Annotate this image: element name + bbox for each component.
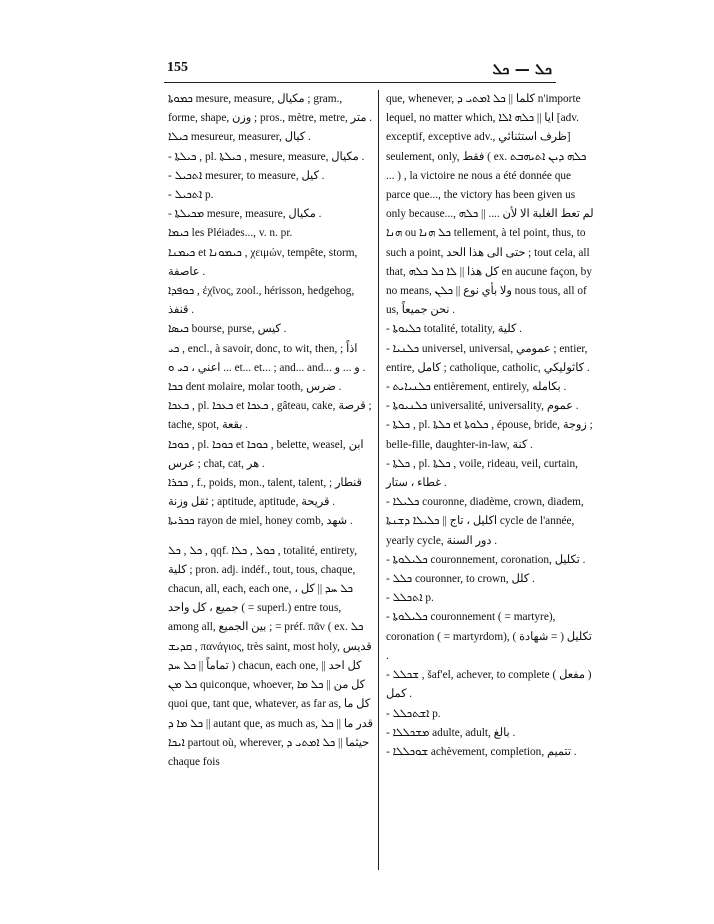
- dictionary-entry: ܟܥܟܐ , pl. ܟܥܟܐ et ܟܥܟܐ , gâteau, cake, قرصة ; tache, spot, بقعة .: [168, 400, 372, 432]
- dictionary-entry: - ܐܬܟܝܠ p.: [168, 189, 214, 202]
- dictionary-entry: - ܟܠܬܐ , pl. ܟܠܬܐ et ܟܠܘܬܐ , épouse, bride, زوجة ; belle-fille, daughter-in-law, كنة .: [386, 419, 593, 451]
- dictionary-entry: - ܟܠܢܝܐܝܬ entièrement, entirely, بكامله .: [386, 381, 567, 394]
- dictionary-entry: - ܟܠܢܝܐ universel, universal, عمومي ; entier, entire, كامل ; catholique, catholic, كاثوليكي .: [386, 342, 590, 374]
- dictionary-entry: ܟܝ , encl., à savoir, donc, to wit, then, اذاً ; اعني ، ܟܝ ܘ ... et... et... ; and... and... و ... و .: [168, 342, 366, 374]
- dictionary-entry: - ܡܟܝܠܬܐ mesure, measure, مكيال .: [168, 208, 322, 221]
- dictionary-entry: - ܟܠܝܠܘܬܐ couronnement ( = martyre), coronation ( = martyrdom), تكليل ( = شهادة ) .: [386, 611, 592, 662]
- dictionary-entry: - ܟܠܢܝܘܬܐ universalité, universality, عموم .: [386, 400, 579, 413]
- dictionary-entry: ܟܠ , ܟܠ , qqf. ܟܘܠ , ܟܠܐ , totalité, entirety, كلية ; pron. adj. indéf., tout, tous, chaque, chacun, all, each, each one, ܟܠ ܚܕ || كل ، جميع ، كل واحد ( = superl.) entre tous, among all, بين الجميع ; = préf. πᾶν ( ex. ܟܠ ܩܕܝܫ , πανάγιος, très saint, most holy, قديس ( تماماً || ܟܠ ܚܕ chacun, each one, كل احد || ܟܠ ܡܢ quiconque, whoever, كل من || ܟܠ ܡܐ quoi que, tant que, whatever, as far as, كل ما || ܟܠ ܡܐ ܕ autant que, as much as, قدر ما || ܟܠ ܐܝܟܐ partout où, wherever, حيثما || ܟܠ ܐܡܬܝ ܕ chaque fois: [168, 544, 373, 768]
- dictionary-entry: ܟܝܠܐ mesureur, measurer, كيال .: [168, 131, 311, 144]
- right-column: [386, 90, 594, 762]
- dictionary-entry: - ܟܠܝܘܬܐ totalité, totality, كلية .: [386, 323, 522, 336]
- running-head: ܟܠ — ܟܠ: [492, 60, 552, 78]
- left-column: [168, 90, 374, 772]
- dictionary-entry: ܟܟܪܝܬܐ rayon de miel, honey comb, شهد .: [168, 515, 353, 528]
- dictionary-entry: - ܟܠܬܐ , pl. ܟܠܬܐ , voile, rideau, veil, curtain, غطاء ، ستار .: [386, 457, 578, 490]
- dictionary-entry: que, whenever, كلما || ܟܠ ܐܡܬܝ ܕ n'importe lequel, no matter which, ايا || ܟܠܗ ܐܠܐ [adv. exceptif, exceptive adv., ظرف استثنائي] seulement, only, فقط ( ex. ܟܠܗ ܕܝܢ ܐܬܝܗܒܬ ... ) , la victoire ne nous a été donnée que parce que..., the victory has been given us only because..., لم تعط الغلبة الا لأن .... || ܟܠܗ ܗܢܐ ou ܟܠ ܗܢܐ tellement, à tel point, thus, to such a point, حتى الى هذا الحد ; tout cela, all that, كل هذا || ܠܐ ܟܠ ܟܠܗ en aucune façon, by no means, ولا بأي نوع || ܟܠܢ nous tous, all of us, نحن جميعاً .: [386, 93, 594, 317]
- dictionary-entry: ܟܝܡܐ les Pléiades..., v. n. pr.: [168, 227, 293, 240]
- section-gap: [168, 532, 374, 542]
- dictionary-entry: ܟܟܪܐ , f., poids, mon., talent, talent, قنطار ; ثقل وزنة ; aptitude, aptitude, قريحة .: [168, 477, 362, 509]
- dictionary-entry: - ܐܬܟܝܠ mesurer, to measure, كيل .: [168, 169, 325, 182]
- dictionary-entry: ܟܝܡܢܐ et ܟܝܡܘܢܐ , χειμών, tempête, storm, عاصفة .: [168, 246, 358, 278]
- dictionary-entry: - ܐܫܬܟܠܠ p.: [386, 707, 441, 720]
- dictionary-entry: - ܟܠܝܠܐ couronne, diadème, crown, diadem, اكليل ، تاج || ܟܠܝܠܐ ܕܫܢܬܐ cycle de l'année, yearly cycle, دور السنة .: [386, 496, 584, 547]
- dictionary-entry: - ܟܠܠ couronner, to crown, كلل .: [386, 573, 535, 586]
- dictionary-entry: - ܡܫܟܠܠܐ adulte, adult, بالغ .: [386, 726, 516, 739]
- dictionary-entry: - ܫܟܠܠ , šaf'el, achever, to complete ( مفعل ) كمل .: [386, 669, 592, 701]
- dictionary-entry: - ܟܝܠܬܐ , pl. ܟܝܠܬܐ , mesure, measure, مكيال .: [168, 150, 365, 163]
- column-divider: [378, 90, 379, 870]
- dictionary-entry: - ܫܘܟܠܠܐ achèvement, completion, تتميم .: [386, 745, 577, 758]
- dictionary-entry: ܟܡܘܬܐ mesure, measure, مكيال ; gram., forme, shape, وزن ; pros., mètre, metre, متر .: [168, 93, 373, 125]
- dictionary-entry: - ܐܬܟܠܠ p.: [386, 592, 434, 605]
- page-number: 155: [167, 60, 188, 75]
- header-rule: [164, 82, 556, 83]
- dictionary-entry: ܟܝܣܐ bourse, purse, كيس .: [168, 323, 287, 336]
- dictionary-entry: ܟܘܟܐ , pl. ܟܘܟܐ et ܟܘܟܐ , belette, weasel, ابن عرس ; chat, cat, هر .: [168, 438, 364, 470]
- dictionary-entry: - ܟܠܝܠܘܬܐ couronnement, coronation, تكليل .: [386, 553, 586, 566]
- dictionary-entry: ܟܘܦܕܐ , ἐχῖνος, zool., hérisson, hedgehog, قنفذ .: [168, 285, 355, 317]
- dictionary-entry: ܟܟܐ dent molaire, molar tooth, ضرس .: [168, 381, 342, 394]
